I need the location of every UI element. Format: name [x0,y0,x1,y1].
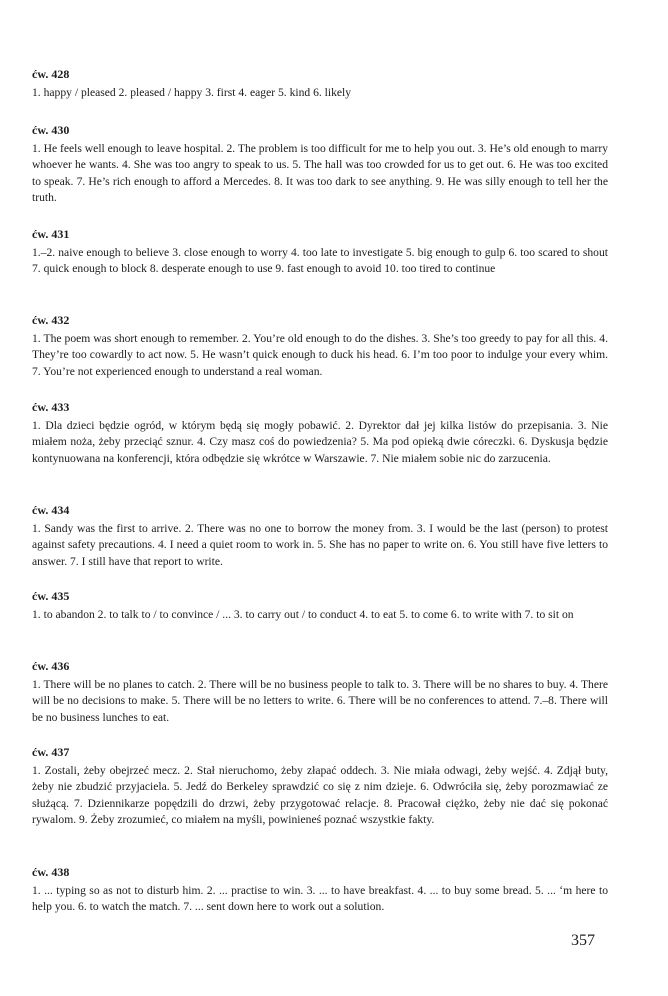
exercise-answers: 1. happy / pleased 2. pleased / happy 3. first 4. eager 5. kind 6. likely [32,86,352,99]
exercise-answers: 1. ... typing so as not to disturb him. 2. ... practise to win. 3. ... to have breakfast. 4. ... to buy some bread. 5. ... ‘m here to help you. 6. to watch the match. 7. ... sent down here to work out a solution. [32,884,608,914]
exercise-437 [32,745,608,828]
exercise-431 [32,227,608,278]
exercise-432 [32,313,608,380]
exercise-title: ćw. 438 [32,865,70,879]
exercise-answers: 1. Zostali, żeby obejrzeć mecz. 2. Stał nieruchomo, żeby złapać oddech. 3. Nie miała odwagi, żeby wejść. 4. Zdjął buty, żeby nie zbudzić przyjaciela. 5. Jedź do Berkeley sprawdzić co się z nim dzieje. 6. Odwróciła się, żeby porozmawiać ze służącą. 7. Dziennikarze popędzili do drzwi, żeby przygotować relacje. 8. Pracował ciężko, żeby nie dać się pokonać rywalom. 9. Żeby zrozumieć, co miałem na myśli, powinieneś poznać wszystkie fakty. [32,764,608,826]
exercise-answers: 1. Dla dzieci będzie ogród, w którym będą się mogły pobawić. 2. Dyrektor dał jej kilka listów do przepisania. 3. Nie miałem noża, żeby przeciąć sznur. 4. Czy masz coś do powiedzenia? 5. Ma pod opieką dwie córeczki. 6. Dyskusja będzie kontynuowana na konferencji, która odbędzie się wkrótce w Warszawie. 7. Nie miałem sobie nic do zarzucenia. [32,419,608,465]
exercise-433 [32,400,608,467]
exercise-answers: 1. There will be no planes to catch. 2. There will be no business people to talk to. 3. There will be no shares to buy. 4. There will be no decisions to make. 5. There will be no letters to write. 6. There will be no conferences to attend. 7.–8. There will be no business lunches to eat. [32,678,608,724]
exercise-title: ćw. 436 [32,659,70,673]
exercise-answers: 1. to abandon 2. to talk to / to convince / ... 3. to carry out / to conduct 4. to eat 5. to come 6. to write with 7. to sit on [32,608,574,621]
exercise-title: ćw. 431 [32,227,70,241]
exercise-title: ćw. 430 [32,123,70,137]
page-number: 357 [571,932,595,949]
exercise-title: ćw. 437 [32,745,70,759]
exercise-answers: 1.–2. naive enough to believe 3. close enough to worry 4. too late to investigate 5. big enough to gulp 6. too scared to shout 7. quick enough to block 8. desperate enough to use 9. fast enough to avoid 10. too tired to continue [32,246,608,276]
exercise-title: ćw. 435 [32,589,70,603]
exercise-434 [32,503,608,570]
exercise-answers: 1. He feels well enough to leave hospital. 2. The problem is too difficult for me to help you out. 3. He’s old enough to marry whoever he wants. 4. She was too angry to speak to us. 5. The hall was too crowded for us to get out. 6. He was too excited to speak. 7. He’s rich enough to afford a Mercedes. 8. It was too dark to see anything. 9. He was silly enough to tell her the truth. [32,142,608,204]
exercise-title: ćw. 434 [32,503,70,517]
exercise-title: ćw. 428 [32,67,70,81]
exercise-430 [32,123,608,206]
exercise-435 [32,589,608,623]
exercise-answers: 1. Sandy was the first to arrive. 2. There was no one to borrow the money from. 3. I would be the last (person) to protest against safety precautions. 4. I need a quiet room to work in. 5. She has no paper to write on. 6. You still have five letters to answer. 7. I still have that report to write. [32,522,608,568]
exercise-428 [32,67,608,101]
exercise-438 [32,865,608,916]
exercise-436 [32,659,608,726]
exercise-answers: 1. The poem was short enough to remember. 2. You’re old enough to do the dishes. 3. She’s too greedy to pay for all this. 4. They’re too cowardly to act now. 5. He wasn’t quick enough to duck his head. 6. I’m too poor to indulge your every whim. 7. You’re not experienced enough to understand a real woman. [32,332,608,378]
exercise-title: ćw. 432 [32,313,70,327]
exercise-title: ćw. 433 [32,400,70,414]
